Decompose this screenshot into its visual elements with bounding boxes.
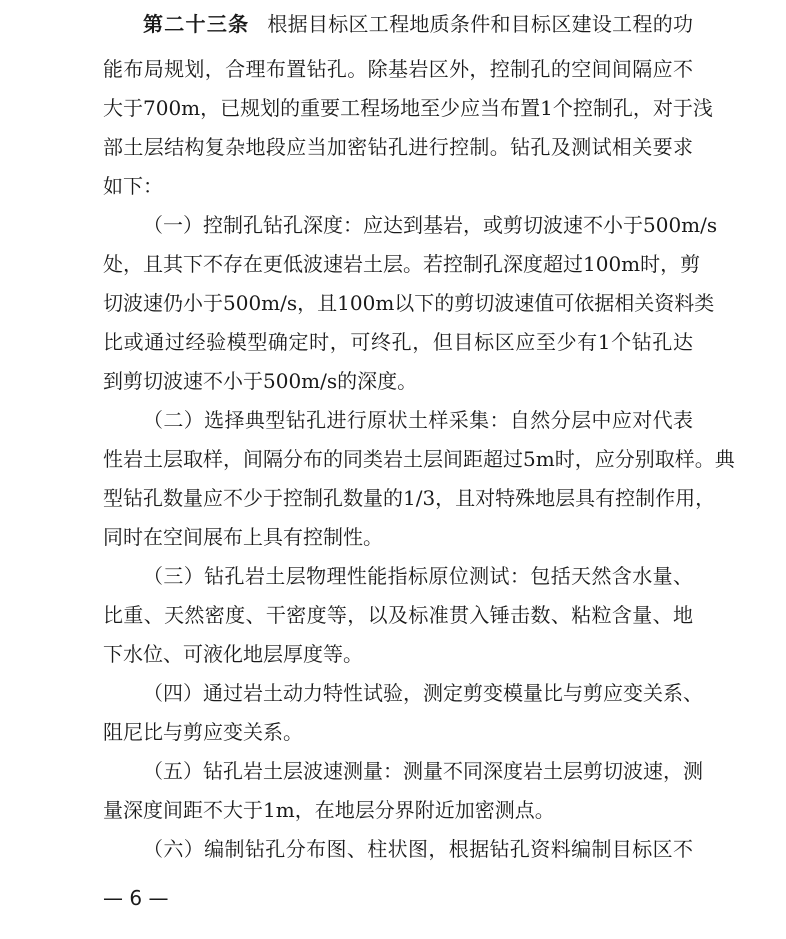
article-text: 大于700m，已规划的重要工程场地至少应当布置1个控制孔，对于浅 [103,96,713,120]
item-text: （五）钻孔岩土层波速测量：测量不同深度岩土层剪切波速，测 [143,759,703,783]
item-text: 到剪切波速不小于500m/s的深度。 [103,369,418,393]
item-text: 阻尼比与剪应变关系。 [103,720,303,744]
item-text: 比或通过经验模型确定时，可终孔，但目标区应至少有1个钻孔达 [103,330,693,354]
item-text: 量深度间距不大于1m，在地层分界附近加密测点。 [103,798,555,822]
item-text: 型钻孔数量应不少于控制孔数量的1/3，且对特殊地层具有控制作用， [103,486,716,510]
article-first-line [143,10,693,38]
article-text: 部土层结构复杂地段应当加密钻孔进行控制。钻孔及测试相关要求 [103,135,693,159]
article-title: 第二十三条 [143,12,250,36]
item-text: 下水位、可液化地层厚度等。 [103,642,363,666]
page-number: — 6 — [103,886,169,910]
item-text: （六）编制钻孔分布图、柱状图，根据钻孔资料编制目标区不 [143,837,693,861]
article-text: 如下： [103,174,163,198]
article-text: 根据目标区工程地质条件和目标区建设工程的功 [267,12,694,36]
item-text: （一）控制孔钻孔深度：应达到基岩，或剪切波速不小于500m/s [143,213,718,237]
item-text: （二）选择典型钻孔进行原状土样采集：自然分层中应对代表 [143,408,693,432]
item-text: 处，且其下不存在更低波速岩土层。若控制孔深度超过100m时，剪 [103,252,701,276]
item-text: 性岩土层取样，间隔分布的同类岩土层间距超过5m时，应分别取样。典 [103,447,735,471]
item-text: （三）钻孔岩土层物理性能指标原位测试：包括天然含水量、 [143,564,693,588]
item-text: 切波速仍小于500m/s，且100m以下的剪切波速值可依据相关资料类 [103,291,715,315]
item-text: （四）通过岩土动力特性试验，测定剪变模量比与剪应变关系、 [143,681,703,705]
item-text: 比重、天然密度、干密度等，以及标准贯入锤击数、粘粒含量、地 [103,603,693,627]
item-text: 同时在空间展布上具有控制性。 [103,525,383,549]
article-text: 能布局规划，合理布置钻孔。除基岩区外，控制孔的空间间隔应不 [103,57,693,81]
